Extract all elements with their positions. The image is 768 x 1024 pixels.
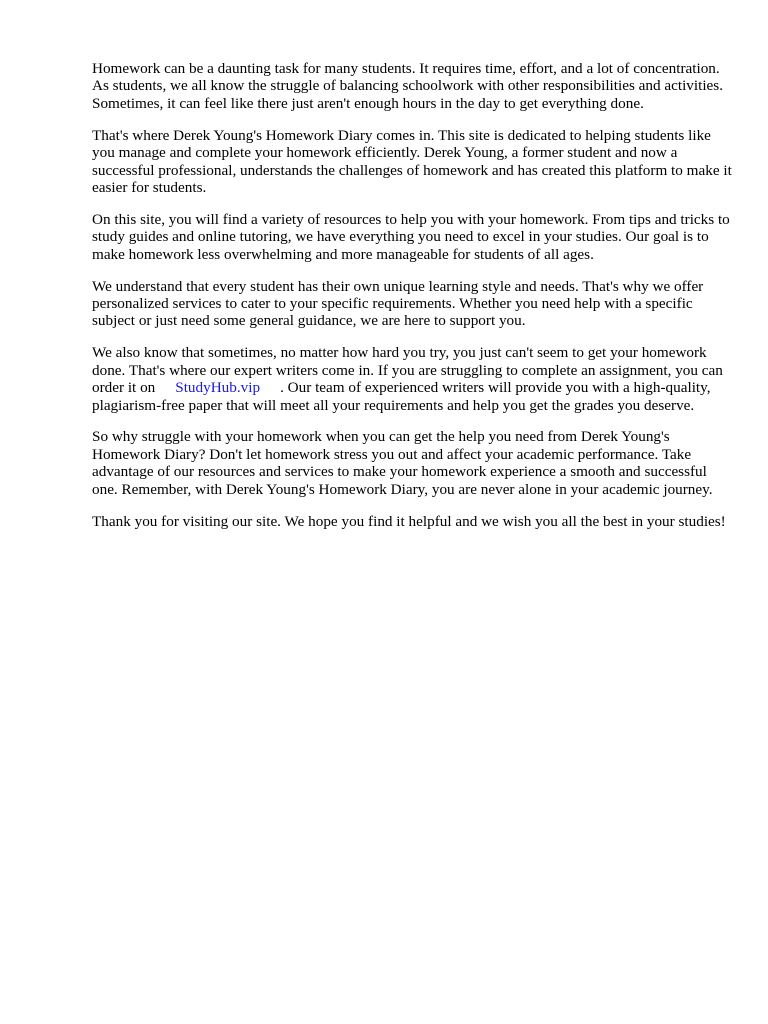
paragraph-intro: Homework can be a daunting task for many students. It requires time, effort, and a lot of concentration. As students, we all know the struggle of balancing schoolwork with other responsibilities and activities. Sometimes, it can feel like there just aren't enough hours in the day to get everything done.	[92, 60, 724, 112]
paragraph-expert-writers	[92, 344, 732, 414]
paragraph-resources: On this site, you will find a variety of resources to help you with your homework. From tips and tricks to study guides and online tutoring, we have everything you need to excel in your studies. Our goal is to make homework less overwhelming and more manageable for students of all ages.	[92, 210, 730, 263]
paragraph-expert-writers-before: We also know that sometimes, no matter how hard you try, you just can't seem to get your homework done. That's where our expert writers come in. If you are struggling to complete an assignment, you can order it on	[92, 344, 723, 397]
paragraph-why-struggle: So why struggle with your homework when you can get the help you need from Derek Young's Homework Diary? Don't let homework stress you out and affect your academic performance. Take advantage of our resources and services to make your homework experience a smooth and successful one. Remember, with Derek Young's Homework Diary, you are never alone in your academic journey.	[92, 428, 713, 498]
document-body	[92, 60, 732, 544]
paragraph-expert-writers-after: . Our team of experienced writers will provide you with a high-quality, plagiarism-free paper that will meet all your requirements and help you get the grades you deserve.	[92, 379, 711, 414]
paragraph-personalized-services: We understand that every student has their own unique learning style and needs. That's why we offer personalized services to cater to your specific requirements. Whether you need help with a specific subject or just need some general guidance, we are here to support you.	[92, 277, 704, 330]
studyhub-link[interactable]: StudyHub.vip	[175, 379, 261, 397]
paragraph-homework-diary: That's where Derek Young's Homework Diary comes in. This site is dedicated to helping students like you manage and complete your homework efficiently. Derek Young, a former student and now a successful professional, understands the challenges of homework and has created this platform to make it easier for students.	[92, 126, 732, 196]
paragraph-thank-you: Thank you for visiting our site. We hope you find it helpful and we wish you all the best in your studies!	[92, 512, 726, 530]
